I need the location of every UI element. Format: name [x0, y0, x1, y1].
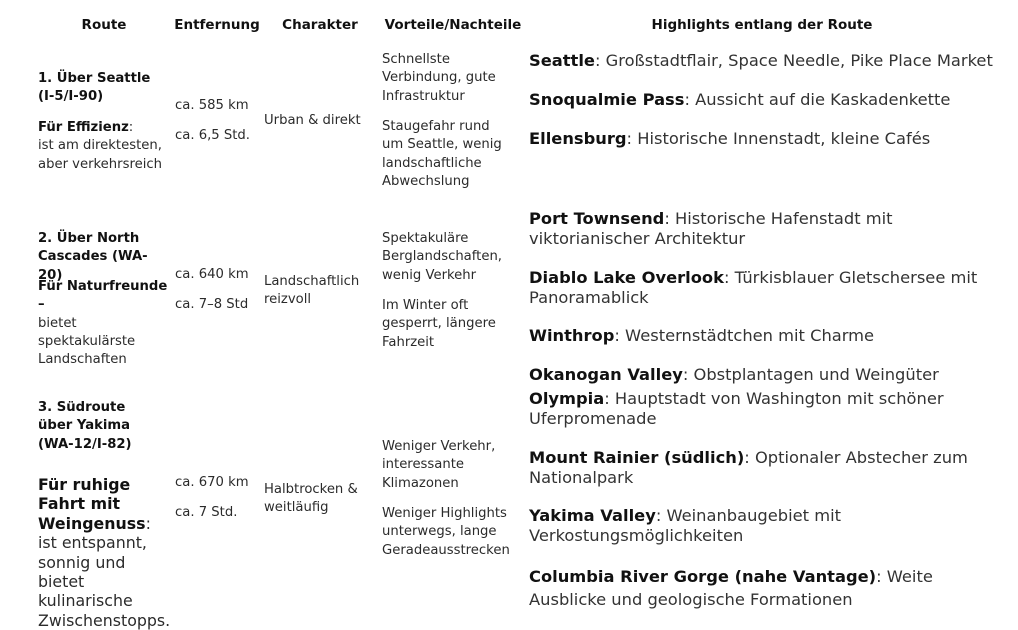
route-1-duration: ca. 6,5 Std.	[175, 128, 250, 143]
route-2-distance: ca. 640 km	[175, 267, 249, 282]
route-2-highlight: Diablo Lake Overlook: Türkisblauer Gletschersee mit Panoramablick	[529, 268, 978, 308]
route-2-character: Landschaftlich reizvoll	[264, 274, 360, 308]
route-3-pro: Weniger Verkehr, interessante Klimazonen	[382, 439, 496, 491]
route-2-purpose: Für Naturfreunde – bietet spektakulärste Landschaften	[38, 279, 168, 368]
route-2-con: Im Winter oft gesperrt, längere Fahrzeit	[382, 298, 496, 350]
route-2-highlight: Port Townsend: Historische Hafenstadt mit viktorianischer Architektur	[529, 209, 893, 249]
route-1-con: Staugefahr rund um Seattle, wenig landschaftliche Abwechslung	[382, 119, 502, 189]
route-3-purpose: Für ruhige Fahrt mit Weingenuss: ist entspannt, sonnig und bietet kulinarische Zwischenstopps.	[38, 475, 171, 630]
route-1-highlight: Seattle: Großstadtflair, Space Needle, Pike Place Market	[529, 51, 993, 70]
header-character: Charakter	[282, 17, 358, 33]
route-3-highlight: Columbia River Gorge (nahe Vantage): Weite Ausblicke und geologische Formationen	[529, 567, 933, 609]
route-2-duration: ca. 7–8 Std	[175, 297, 249, 312]
route-3-name: 3. Südroute über Yakima (WA-12/I-82)	[38, 400, 132, 452]
route-3-highlight: Olympia: Hauptstadt von Washington mit schöner Uferpromenade	[529, 389, 944, 429]
header-pros-cons: Vorteile/Nachteile	[384, 17, 522, 33]
route-1-character: Urban & direkt	[264, 113, 361, 128]
header-distance: Entfernung	[174, 17, 260, 33]
route-3-distance: ca. 670 km	[175, 475, 249, 490]
route-3-highlight: Mount Rainier (südlich): Optionaler Abstecher zum Nationalpark	[529, 448, 968, 488]
route-1-distance: ca. 585 km	[175, 98, 249, 113]
route-3-highlight: Yakima Valley: Weinanbaugebiet mit Verkostungsmöglichkeiten	[529, 506, 841, 546]
header-highlights: Highlights entlang der Route	[651, 17, 873, 33]
route-2-highlight: Winthrop: Westernstädtchen mit Charme	[529, 326, 875, 345]
header-route: Route	[81, 17, 127, 33]
route-2-name: 2. Über North Cascades (WA-20)	[38, 231, 148, 283]
route-1-name: 1. Über Seattle (I-5/I-90)	[38, 71, 151, 105]
route-3-character: Halbtrocken & weitläufig	[264, 482, 358, 516]
route-2-highlight: Okanogan Valley: Obstplantagen und Weingüter	[529, 365, 939, 384]
route-1-purpose: Für Effizienz: ist am direktesten, aber verkehrsreich	[38, 120, 162, 172]
route-3-duration: ca. 7 Std.	[175, 505, 238, 520]
route-1-highlight: Ellensburg: Historische Innenstadt, kleine Cafés	[529, 129, 931, 148]
route-1-highlight: Snoqualmie Pass: Aussicht auf die Kaskadenkette	[529, 90, 951, 109]
route-2-pro: Spektakuläre Berglandschaften, wenig Verkehr	[382, 231, 503, 283]
route-1-pro: Schnellste Verbindung, gute Infrastruktur	[382, 52, 496, 104]
route-3-con: Weniger Highlights unterwegs, lange Geradeausstrecken	[382, 506, 510, 558]
